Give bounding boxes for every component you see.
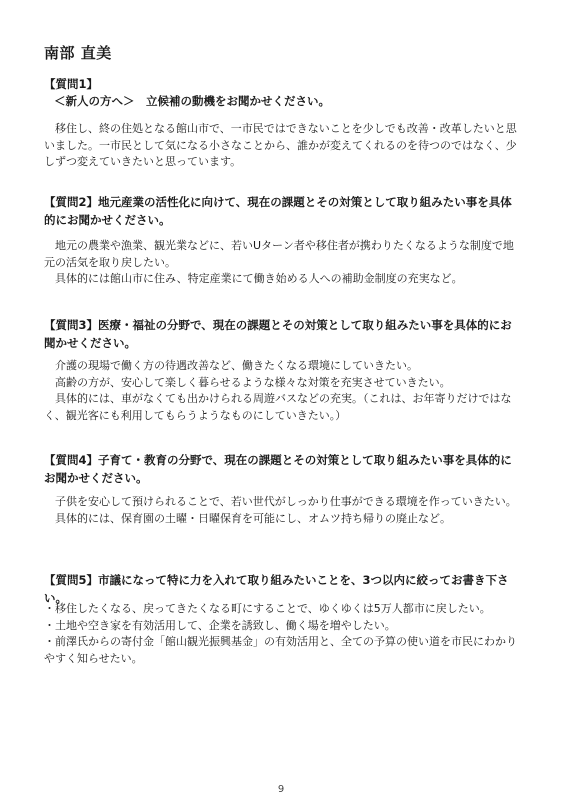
question-1-heading: 【質問1】 (44, 77, 99, 91)
answer-paragraph: 地元の農業や漁業、観光業などに、若いUターン者や移住者が携わりたくなるような制度で地元の活気を取り戻したい。 (44, 239, 514, 269)
answer-paragraph: 介護の現場で働く方の待遇改善など、働きたくなる環境にしていきたい。 (44, 359, 418, 372)
answer-paragraph: 子供を安心して預けられることで、若い世代がしっかり仕事ができる環境を作っていきたい。 (44, 495, 517, 508)
question-5-answer (44, 601, 522, 667)
question-4-heading: 【質問4】子育て・教育の分野で、現在の課題とその対策として取り組みたい事を具体的にお聞かせください。 (44, 453, 512, 485)
answer-paragraph: 具体的には、車がなくても出かけられる周遊バスなどの充実。（これは、お年寄りだけではなく、観光客にも利用してもらうようなものにしていきたい。） (44, 392, 512, 422)
question-3-heading: 【質問3】医療・福祉の分野で、現在の課題とその対策として取り組みたい事を具体的にお聞かせください。 (44, 318, 512, 350)
candidate-name: 南部 直美 (44, 44, 112, 62)
answer-item: ・土地や空き家を有効活用して、企業を誘致し、働く場を増やしたい。 (44, 618, 396, 632)
answer-item: ・移住したくなる、戻ってきたくなる町にすることで、ゆくゆくは5万人都市に戻したい。 (44, 602, 491, 615)
question-2-heading: 【質問2】地元産業の活性化に向けて、現在の課題とその対策として取り組みたい事を具体的にお聞かせください。 (44, 195, 512, 227)
answer-item: ・前澤氏からの寄付金「館山観光振興基金」の有効活用と、全ての予算の使い道を市民にわかりやすく知らせたい。 (44, 635, 517, 665)
answer-paragraph: 具体的には館山市に住み、特定産業にて働き始める人への補助金制度の充実など。 (44, 272, 463, 285)
question-1-subheading: ＜新人の方へ＞ 立候補の動機をお聞かせください。 (54, 94, 330, 108)
page-number: 9 (277, 784, 285, 795)
question-5-heading: 【質問5】市議になって特に力を入れて取り組みたいことを、3つ以内に絞ってお書き下さい。 (44, 573, 509, 605)
question-4-answer (44, 494, 522, 527)
answer-paragraph: 具体的には、保育園の土曜・日曜保育を可能にし、オムツ持ち帰りの廃止など。 (44, 511, 451, 525)
answer-paragraph: 高齢の方が、安心して楽しく暮らせるような様々な対策を充実させていきたい。 (44, 375, 451, 389)
question-2-answer (44, 238, 522, 288)
question-3-answer (44, 358, 522, 424)
answer-paragraph: 移住し、終の住処となる館山市で、一市民ではできないことを少しでも改善・改革したいと思いました。一市民として気になる小さなことから、誰かが変えてくれるのを待つのではなく、少しずつ変えていきたいと思っています。 (44, 122, 517, 168)
question-1-answer (44, 121, 522, 171)
